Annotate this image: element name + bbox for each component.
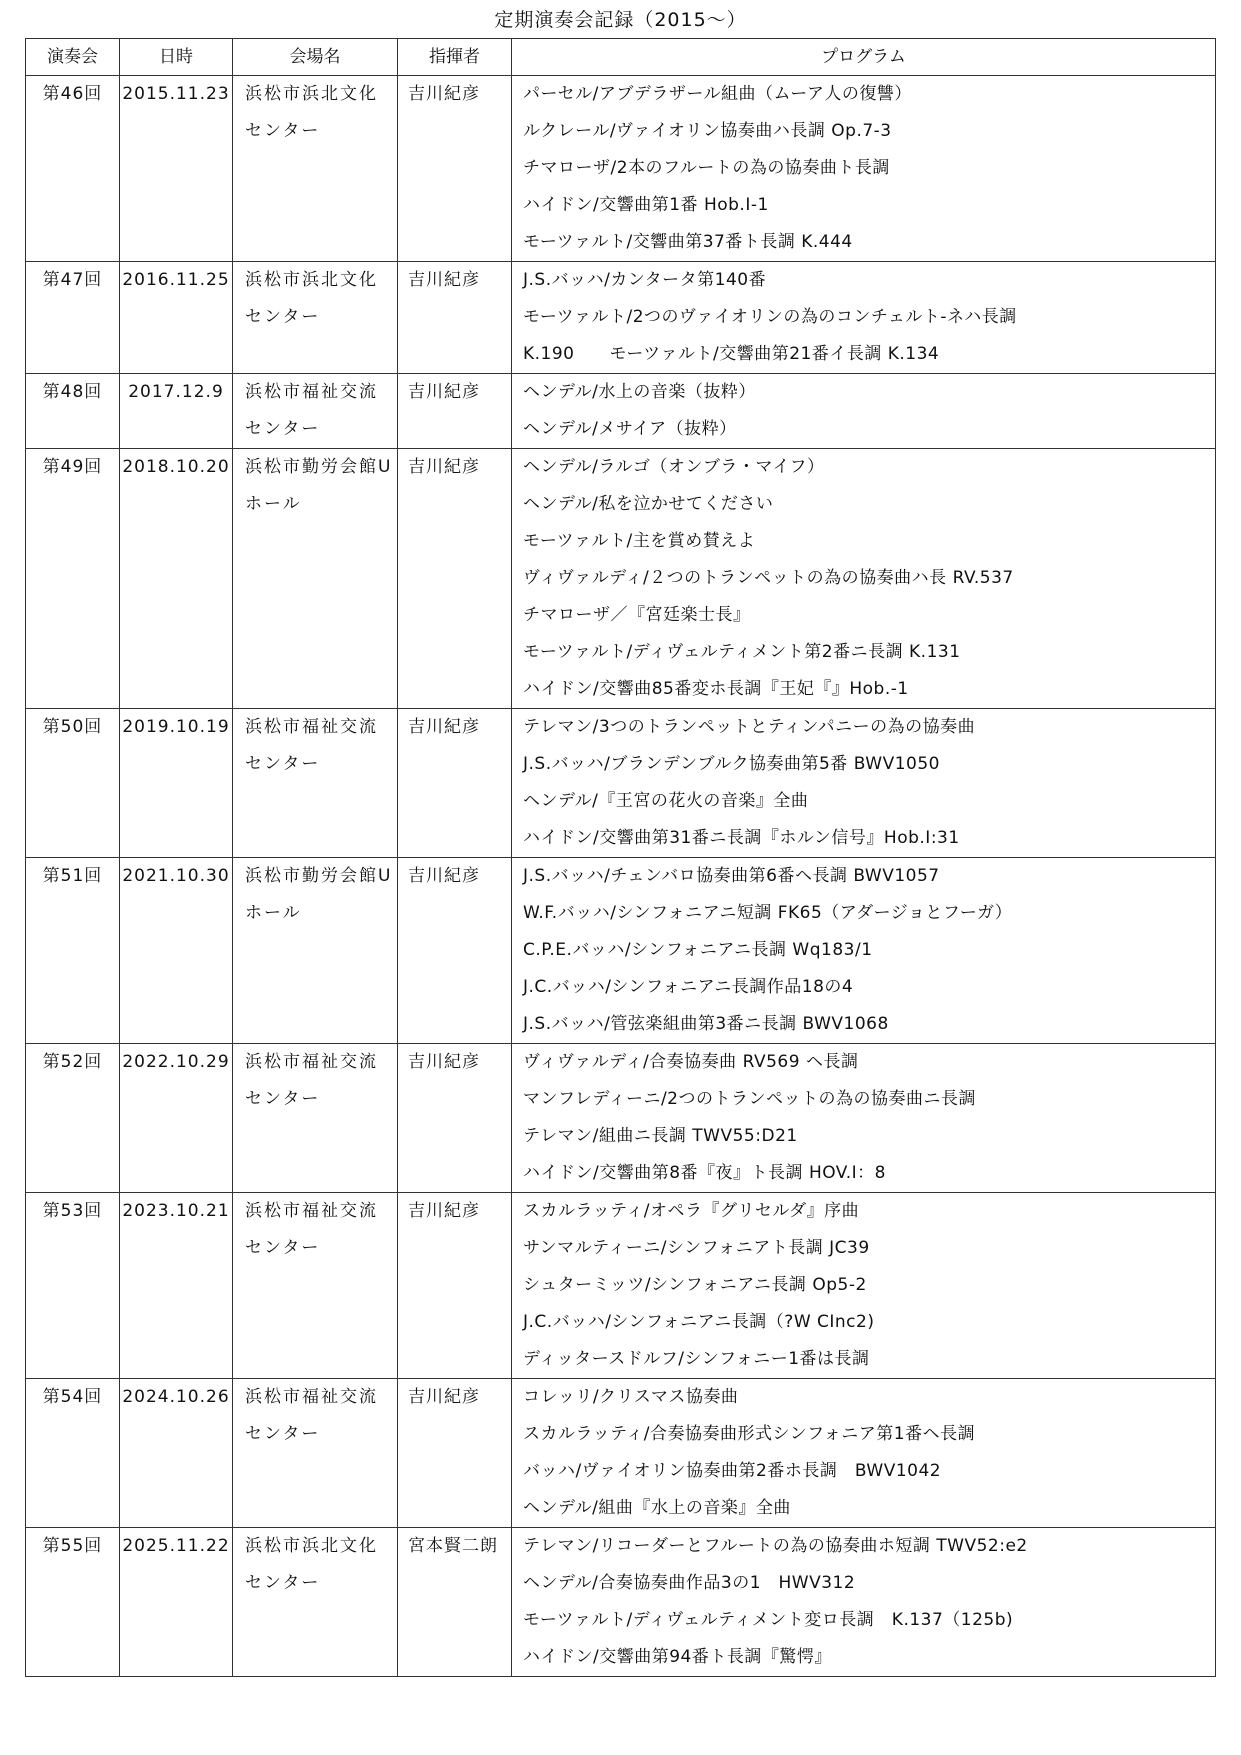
concert-conductor: 吉川紀彦 [398,1379,512,1528]
program-item: テレマン/3つのトランペットとティンパニーの為の協奏曲 [523,717,976,737]
venue-line: 浜松市福祉交流 [245,1387,378,1407]
table-row [26,858,1216,1044]
concert-number: 第49回 [26,449,120,709]
concert-conductor: 吉川紀彦 [398,1193,512,1379]
table-row [26,709,1216,858]
program-item: チマローザ／『宮廷楽士長』 [523,605,751,625]
concert-date: 2021.10.30 [120,858,233,1044]
program-item: K.190 モーツァルト/交響曲第21番イ長調 K.134 [523,344,940,364]
concert-conductor: 吉川紀彦 [398,1044,512,1193]
table-body [26,76,1216,1677]
venue-line: センター [245,419,321,439]
table-row [26,262,1216,374]
venue-line: ホール [245,903,302,923]
program-item: テレマン/リコーダーとフルートの為の協奏曲ホ短調 TWV52:e2 [523,1536,1028,1556]
concert-program [512,374,1216,449]
program-item: モーツァルト/ディヴェルティメント変ロ長調 K.137（125b) [523,1610,1014,1630]
venue-line: 浜松市浜北文化 [245,270,378,290]
concert-number: 第48回 [26,374,120,449]
concert-number: 第51回 [26,858,120,1044]
concert-conductor: 吉川紀彦 [398,709,512,858]
concert-venue [233,449,398,709]
program-item: ハイドン/交響曲第1番 Hob.I-1 [523,195,769,215]
page-title: 定期演奏会記録（2015～） [494,9,747,31]
concert-date: 2017.12.9 [120,374,233,449]
program-item: ハイドン/交響曲第31番ニ長調『ホルン信号』Hob.I:31 [523,828,960,848]
concert-program [512,858,1216,1044]
program-item: ディッタースドルフ/シンフォニー1番は長調 [523,1349,870,1369]
concert-number: 第46回 [26,76,120,262]
program-item: モーツァルト/主を賞め賛えよ [523,531,756,551]
program-item: J.S.バッハ/ブランデンブルク協奏曲第5番 BWV1050 [523,754,940,774]
venue-line: 浜松市福祉交流 [245,1052,378,1072]
concert-conductor: 吉川紀彦 [398,449,512,709]
concert-conductor: 吉川紀彦 [398,374,512,449]
concert-date: 2018.10.20 [120,449,233,709]
program-item: ヴィヴァルディ/合奏協奏曲 RV569 ヘ長調 [523,1052,859,1072]
program-item: ハイドン/交響曲第8番『夜』ト長調 HOV.I：8 [523,1163,886,1183]
concert-venue [233,1528,398,1677]
program-item: バッハ/ヴァイオリン協奏曲第2番ホ長調 BWV1042 [523,1461,942,1481]
program-item: マンフレディーニ/2つのトランペットの為の協奏曲ニ長調 [523,1089,977,1109]
concert-program [512,76,1216,262]
program-item: ヘンデル/『王宮の花火の音楽』全曲 [523,791,809,811]
program-item: モーツァルト/2つのヴァイオリンの為のコンチェルト-ネハ長調 [523,307,1017,327]
venue-line: センター [245,1238,321,1258]
venue-line: 浜松市浜北文化 [245,84,378,104]
program-item: J.S.バッハ/チェンバロ協奏曲第6番ヘ長調 BWV1057 [523,866,940,886]
concert-number: 第53回 [26,1193,120,1379]
program-item: モーツァルト/ディヴェルティメント第2番ニ長調 K.131 [523,642,961,662]
concert-program [512,1528,1216,1677]
program-item: パーセル/アブデラザール組曲（ムーア人の復讐） [523,84,912,104]
program-item: ヘンデル/メサイア（抜粋） [523,419,737,439]
concert-venue [233,1379,398,1528]
program-item: ヘンデル/組曲『水上の音楽』全曲 [523,1498,791,1518]
concert-venue [233,262,398,374]
concert-number: 第55回 [26,1528,120,1677]
concert-program [512,709,1216,858]
header-concert: 演奏会 [26,39,120,76]
program-item: スカルラッティ/オペラ『グリセルダ』序曲 [523,1201,860,1221]
concert-record-table [25,38,1216,1677]
concert-conductor: 吉川紀彦 [398,262,512,374]
concert-date: 2022.10.29 [120,1044,233,1193]
program-item: ルクレール/ヴァイオリン協奏曲ハ長調 Op.7-3 [523,121,892,141]
venue-line: 浜松市勤労会館U [245,457,393,477]
program-item: J.S.バッハ/カンタータ第140番 [523,270,767,290]
concert-venue [233,76,398,262]
venue-line: 浜松市福祉交流 [245,717,378,737]
concert-venue [233,374,398,449]
header-venue: 会場名 [233,39,398,76]
concert-date: 2019.10.19 [120,709,233,858]
venue-line: 浜松市浜北文化 [245,1536,378,1556]
program-item: チマローザ/2本のフルートの為の協奏曲ト長調 [523,158,890,178]
concert-date: 2016.11.25 [120,262,233,374]
concert-program [512,1379,1216,1528]
header-program: プログラム [512,39,1216,76]
program-item: J.C.バッハ/シンフォニアニ長調作品18の4 [523,977,854,997]
concert-number: 第47回 [26,262,120,374]
concert-date: 2015.11.23 [120,76,233,262]
venue-line: 浜松市勤労会館U [245,866,393,886]
venue-line: センター [245,1089,321,1109]
concert-venue [233,1193,398,1379]
program-item: ヘンデル/ラルゴ（オンブラ・マイフ） [523,457,825,477]
program-item: テレマン/組曲ニ長調 TWV55:D21 [523,1126,798,1146]
program-item: サンマルティーニ/シンフォニアト長調 JC39 [523,1238,870,1258]
concert-number: 第52回 [26,1044,120,1193]
program-item: ハイドン/交響曲85番変ホ長調『王妃『』Hob.-1 [523,679,909,699]
program-item: コレッリ/クリスマス協奏曲 [523,1387,739,1407]
venue-line: センター [245,1573,321,1593]
table-row [26,374,1216,449]
program-item: ヘンデル/水上の音楽（抜粋） [523,382,756,402]
concert-conductor: 吉川紀彦 [398,76,512,262]
venue-line: 浜松市福祉交流 [245,382,378,402]
program-item: ヘンデル/私を泣かせてください [523,494,774,514]
table-row [26,1528,1216,1677]
program-item: ヘンデル/合奏協奏曲作品3の1 HWV312 [523,1573,856,1593]
program-item: ハイドン/交響曲第94番ト長調『驚愕』 [523,1647,832,1667]
table-row [26,449,1216,709]
venue-line: ホール [245,494,302,514]
program-item: W.F.バッハ/シンフォニアニ短調 FK65（アダージョとフーガ） [523,903,1013,923]
program-item: J.C.バッハ/シンフォニアニ長調（?W CInc2) [523,1312,875,1332]
table-row [26,1379,1216,1528]
concert-conductor: 宮本賢二朗 [398,1528,512,1677]
concert-number: 第54回 [26,1379,120,1528]
table-header-row [26,39,1216,76]
concert-date: 2023.10.21 [120,1193,233,1379]
table-row [26,1044,1216,1193]
concert-venue [233,1044,398,1193]
program-item: J.S.バッハ/管弦楽組曲第3番ニ長調 BWV1068 [523,1014,889,1034]
concert-program [512,262,1216,374]
table-row [26,76,1216,262]
venue-line: センター [245,754,321,774]
venue-line: センター [245,1424,321,1444]
venue-line: センター [245,121,321,141]
concert-venue [233,858,398,1044]
concert-program [512,449,1216,709]
venue-line: センター [245,307,321,327]
concert-program [512,1044,1216,1193]
table-row [26,1193,1216,1379]
program-item: シュターミッツ/シンフォニアニ長調 Op5-2 [523,1275,867,1295]
venue-line: 浜松市福祉交流 [245,1201,378,1221]
concert-program [512,1193,1216,1379]
program-item: モーツァルト/交響曲第37番ト長調 K.444 [523,232,853,252]
program-item: ヴィヴァルディ/２つのトランペットの為の協奏曲ハ長 RV.537 [523,568,1014,588]
concert-date: 2025.11.22 [120,1528,233,1677]
header-conductor: 指揮者 [398,39,512,76]
program-item: スカルラッティ/合奏協奏曲形式シンフォニア第1番ヘ長調 [523,1424,976,1444]
concert-date: 2024.10.26 [120,1379,233,1528]
concert-number: 第50回 [26,709,120,858]
program-item: C.P.E.バッハ/シンフォニアニ長調 Wq183/1 [523,940,873,960]
concert-venue [233,709,398,858]
concert-conductor: 吉川紀彦 [398,858,512,1044]
header-date: 日時 [120,39,233,76]
